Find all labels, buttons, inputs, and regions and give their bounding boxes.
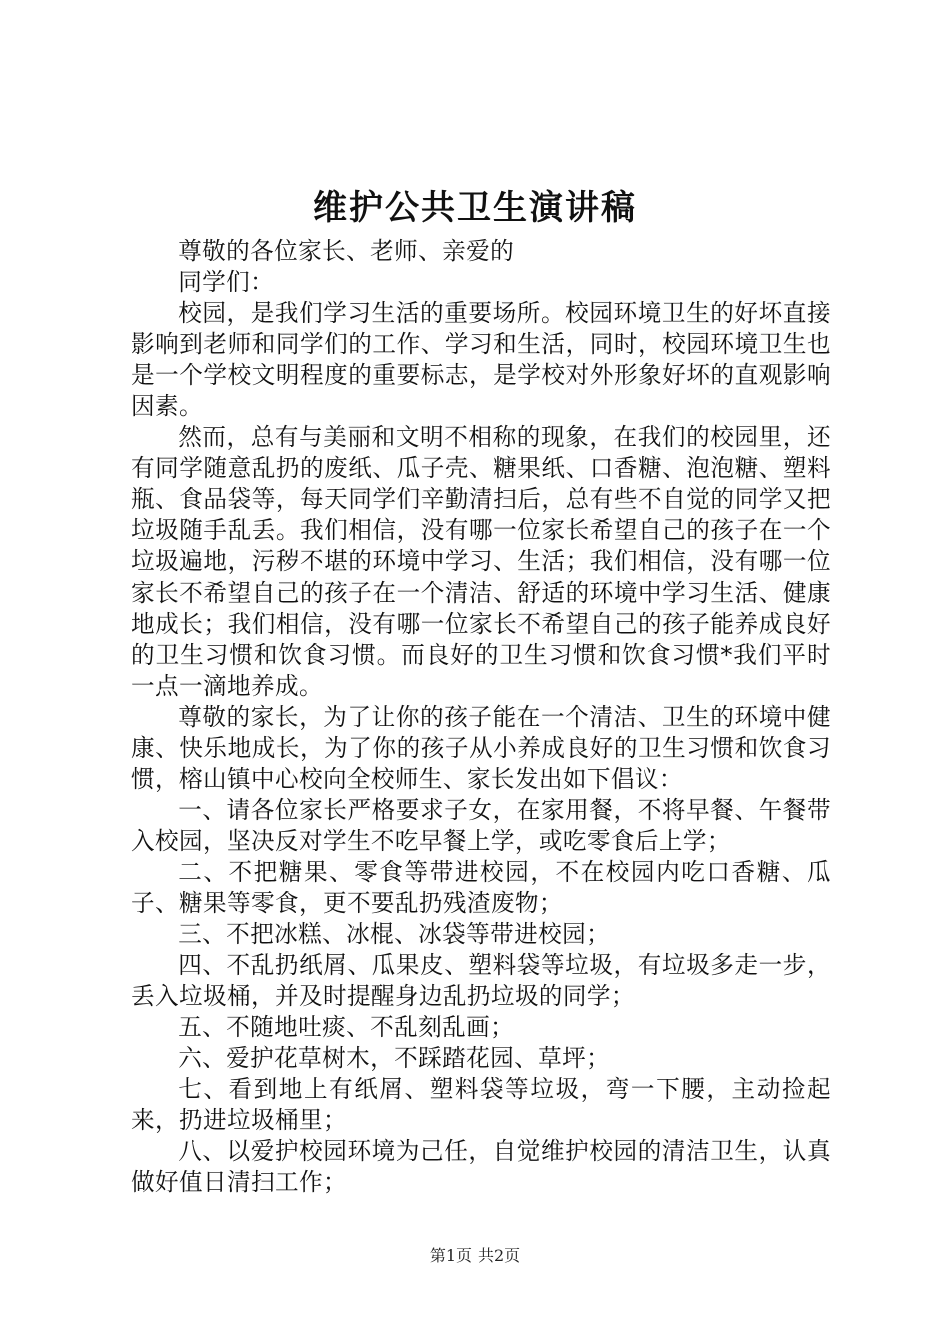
document-body [131,236,831,1198]
page-count: 共2页 [478,1246,521,1265]
page-footer [0,1244,950,1268]
proposal-item-3: 三、不把冰糕、冰棍、冰袋等带进校园； [178,920,611,949]
paragraph-intro: 校园，是我们学习生活的重要场所。校园环境卫生的好坏直接影响到老师和同学们的工作、学习和生活，同时，校园环境卫生也是一个学校文明程度的重要标志，是学校对外形象好坏的直观影响因素。 [131,299,831,421]
proposal-item-7: 七、看到地上有纸屑、塑料袋等垃圾，弯一下腰，主动捡起来，扔进垃圾桶里； [131,1075,831,1135]
proposal-item-1: 一、请各位家长严格要求子女，在家用餐，不将早餐、午餐带入校园，坚决反对学生不吃早餐上学，或吃零食后上学； [131,795,831,855]
proposal-item-2: 二、不把糖果、零食等带进校园，不在校园内吃口香糖、瓜子、糖果等零食，更不要乱扔残渣废物； [131,857,831,917]
proposal-item-5: 五、不随地吐痰、不乱刻乱画； [178,1013,515,1042]
paragraph-problem: 然而，总有与美丽和文明不相称的现象，在我们的校园里，还有同学随意乱扔的废纸、瓜子壳、糖果纸、口香糖、泡泡糖、塑料瓶、食品袋等，每天同学们辛勤清扫后，总有些不自觉的同学又把垃圾随手乱丢。我们相信，没有哪一位家长希望自己的孩子在一个垃圾遍地，污秽不堪的环境中学习、生活；我们相信，没有哪一位家长不希望自己的孩子在一个清洁、舒适的环境中学习生活、健康地成长；我们相信，没有哪一位家长不希望自己的孩子能养成良好的卫生习惯和饮食习惯。而良好的卫生习惯和饮食习惯*我们平时一点一滴地养成。 [131,423,831,700]
proposal-item-8: 八、以爱护校园环境为己任，自觉维护校园的清洁卫生，认真做好值日清扫工作； [131,1137,831,1197]
paragraph-appeal: 尊敬的家长，为了让你的孩子能在一个清洁、卫生的环境中健康、快乐地成长，为了你的孩子从小养成良好的卫生习惯和饮食习惯，榕山镇中心校向全校师生、家长发出如下倡议： [131,702,831,793]
proposal-item-6: 六、爱护花草树木，不踩踏花园、草坪； [178,1044,611,1073]
document-title: 维护公共卫生演讲稿 [313,188,637,228]
proposal-item-4: 四、不乱扔纸屑、瓜果皮、塑料袋等垃圾，有垃圾多走一步，丢入垃圾桶，并及时提醒身边乱扔垃圾的同学； [131,951,831,1011]
salutation-line-1: 尊敬的各位家长、老师、亲爱的 [178,237,515,265]
page-number: 第1页 [429,1246,472,1265]
salutation-line-2: 同学们： [178,268,275,297]
